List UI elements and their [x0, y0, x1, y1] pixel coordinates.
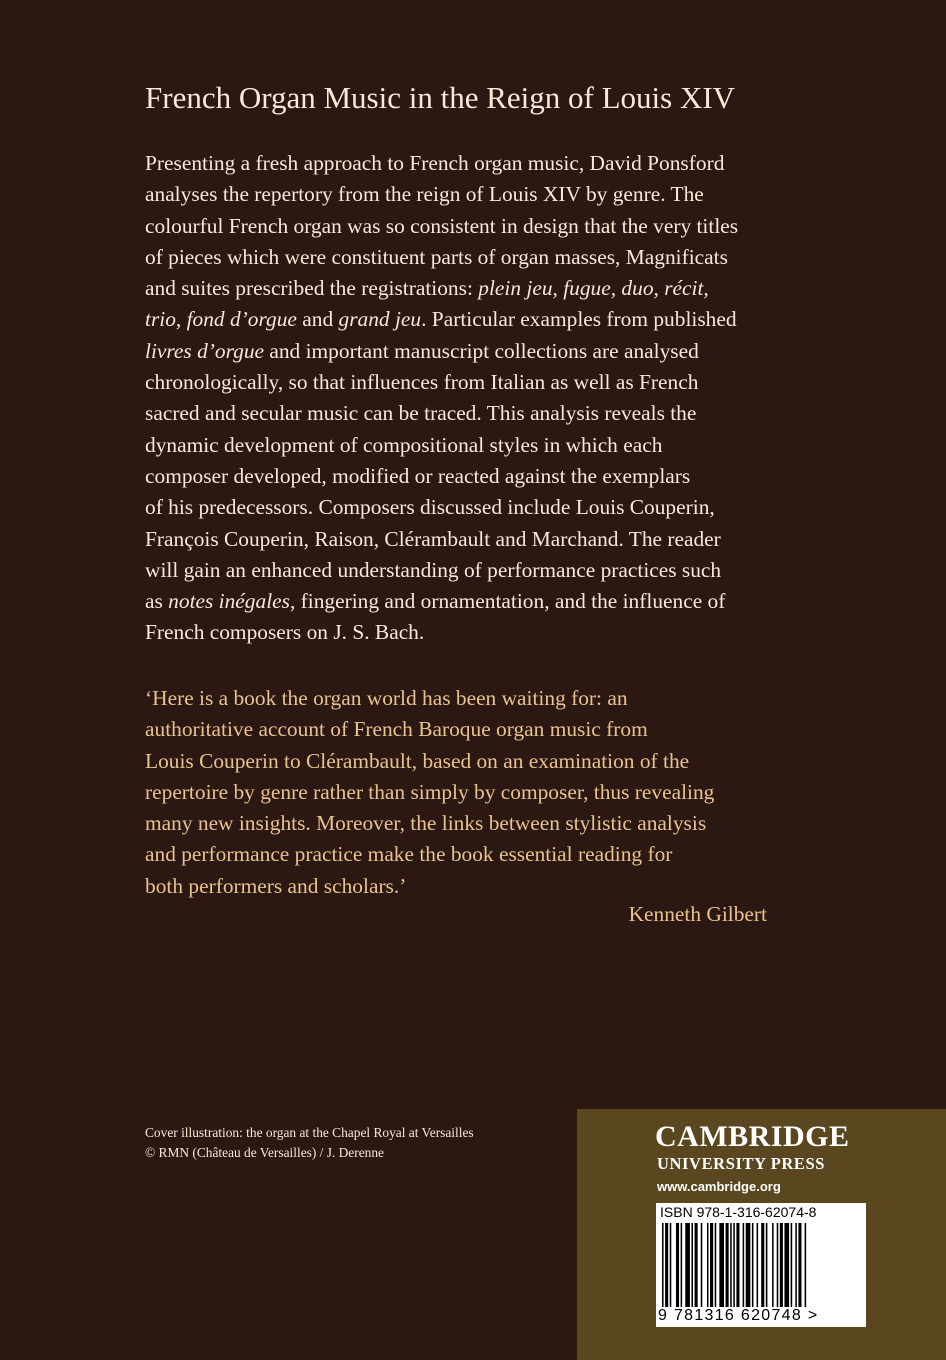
description-line: dynamic development of compositional styles in which each [145, 432, 663, 457]
quote-line: repertoire by genre rather than simply by composer, thus revealing [145, 779, 715, 804]
description-line [145, 336, 805, 367]
description-italic: grand jeu [338, 307, 422, 332]
cover-credit [145, 1123, 474, 1163]
barcode-bar [695, 1223, 698, 1307]
quote-line: many new insights. Moreover, the links between stylistic analysis [145, 811, 707, 836]
barcode-bar [798, 1223, 801, 1307]
description-line [145, 586, 805, 617]
description-text: and suites prescribed the registrations: [145, 276, 473, 301]
description-italic: plein jeu, fugue, duo, récit, [478, 276, 709, 301]
barcode-bar [766, 1223, 768, 1307]
barcode-bar [752, 1223, 754, 1307]
barcode-bar [719, 1223, 724, 1307]
description-line [145, 304, 805, 335]
quote-line: Louis Couperin to Clérambault, based on an examination of the [145, 748, 690, 773]
isbn-label: ISBN 978-1-316-62074-8 [660, 1204, 817, 1220]
barcode-bar [805, 1223, 807, 1307]
barcode-bars [662, 1223, 860, 1307]
review-quote [145, 683, 805, 902]
barcode-bar [710, 1223, 713, 1307]
barcode-bar [780, 1223, 783, 1307]
quote-line: and performance practice make the book essential reading for [145, 842, 673, 867]
barcode-bar [701, 1223, 703, 1307]
description-text: and [296, 307, 339, 332]
description-italic: notes inégales [168, 589, 290, 614]
description-line: colourful French organ was so consistent in design that the very titles [145, 213, 739, 238]
description-line: François Couperin, Raison, Clérambault and Marchand. The reader [145, 526, 721, 551]
barcode-bar [791, 1223, 793, 1307]
description-italic: livres d’orgue [145, 338, 265, 363]
barcode-bar [777, 1223, 779, 1307]
description-line: of his predecessors. Composers discussed include Louis Couperin, [145, 495, 715, 520]
description-line: French composers on J. S. Bach. [145, 620, 425, 645]
quote-attribution: Kenneth Gilbert [628, 902, 767, 926]
publisher-logo-name: CAMBRIDGE [655, 1120, 850, 1153]
barcode-bar [743, 1223, 745, 1307]
barcode-bar [676, 1223, 679, 1307]
description-line: composer developed, modified or reacted against the exemplars [145, 463, 691, 488]
barcode-bar [757, 1223, 759, 1307]
description-line: Presenting a fresh approach to French organ music, David Ponsford [145, 151, 725, 175]
description-line: sacred and secular music can be traced. This analysis reveals the [145, 401, 697, 426]
barcode-bar [746, 1223, 751, 1307]
book-description [145, 148, 805, 649]
quote-line: both performers and scholars.’ [145, 873, 407, 898]
barcode-bar [761, 1223, 764, 1307]
barcode-bar [736, 1223, 739, 1307]
description-line: will gain an enhanced understanding of performance practices such [145, 557, 722, 582]
barcode-bar [784, 1223, 789, 1307]
barcode-bar [665, 1223, 668, 1307]
quote-line: authoritative account of French Baroque organ music from [145, 717, 648, 742]
barcode-digits: 9 781316 620748 > [658, 1307, 819, 1324]
publisher-url: www.cambridge.org [657, 1179, 781, 1194]
description-text: . Particular examples from published [421, 307, 737, 332]
barcode-bar [726, 1223, 729, 1307]
barcode-bar [715, 1223, 717, 1307]
barcode-bar [662, 1223, 664, 1307]
credit-line: © RMN (Château de Versailles) / J. Derenne [145, 1145, 384, 1160]
barcode-bar [685, 1223, 690, 1307]
quote-line: ‘Here is a book the organ world has been waiting for: an [145, 686, 628, 710]
description-line [145, 273, 805, 304]
barcode-bar [707, 1223, 709, 1307]
description-line: chronologically, so that influences from Italian as well as French [145, 370, 699, 395]
book-title: French Organ Music in the Reign of Louis XIV [145, 80, 736, 115]
description-line: analyses the repertory from the reign of Louis XIV by genre. The [145, 182, 704, 207]
barcode-bar [795, 1223, 797, 1307]
description-line: of pieces which were constituent parts of organ masses, Magnificats [145, 244, 728, 269]
credit-line: Cover illustration: the organ at the Chapel Royal at Versailles [145, 1125, 474, 1140]
barcode-bar [670, 1223, 672, 1307]
description-italic: trio, fond d’orgue [145, 307, 297, 332]
barcode-bar [681, 1223, 683, 1307]
description-text: and important manuscript collections are analysed [264, 338, 699, 363]
barcode-bar [730, 1223, 732, 1307]
barcode [656, 1203, 866, 1327]
barcode-bar [691, 1223, 693, 1307]
description-text: , fingering and ornamentation, and the influence of [289, 589, 726, 614]
barcode-bar [733, 1223, 735, 1307]
description-text: as [145, 589, 169, 614]
publisher-logo-subtitle: UNIVERSITY PRESS [657, 1154, 826, 1173]
barcode-bar [772, 1223, 774, 1307]
